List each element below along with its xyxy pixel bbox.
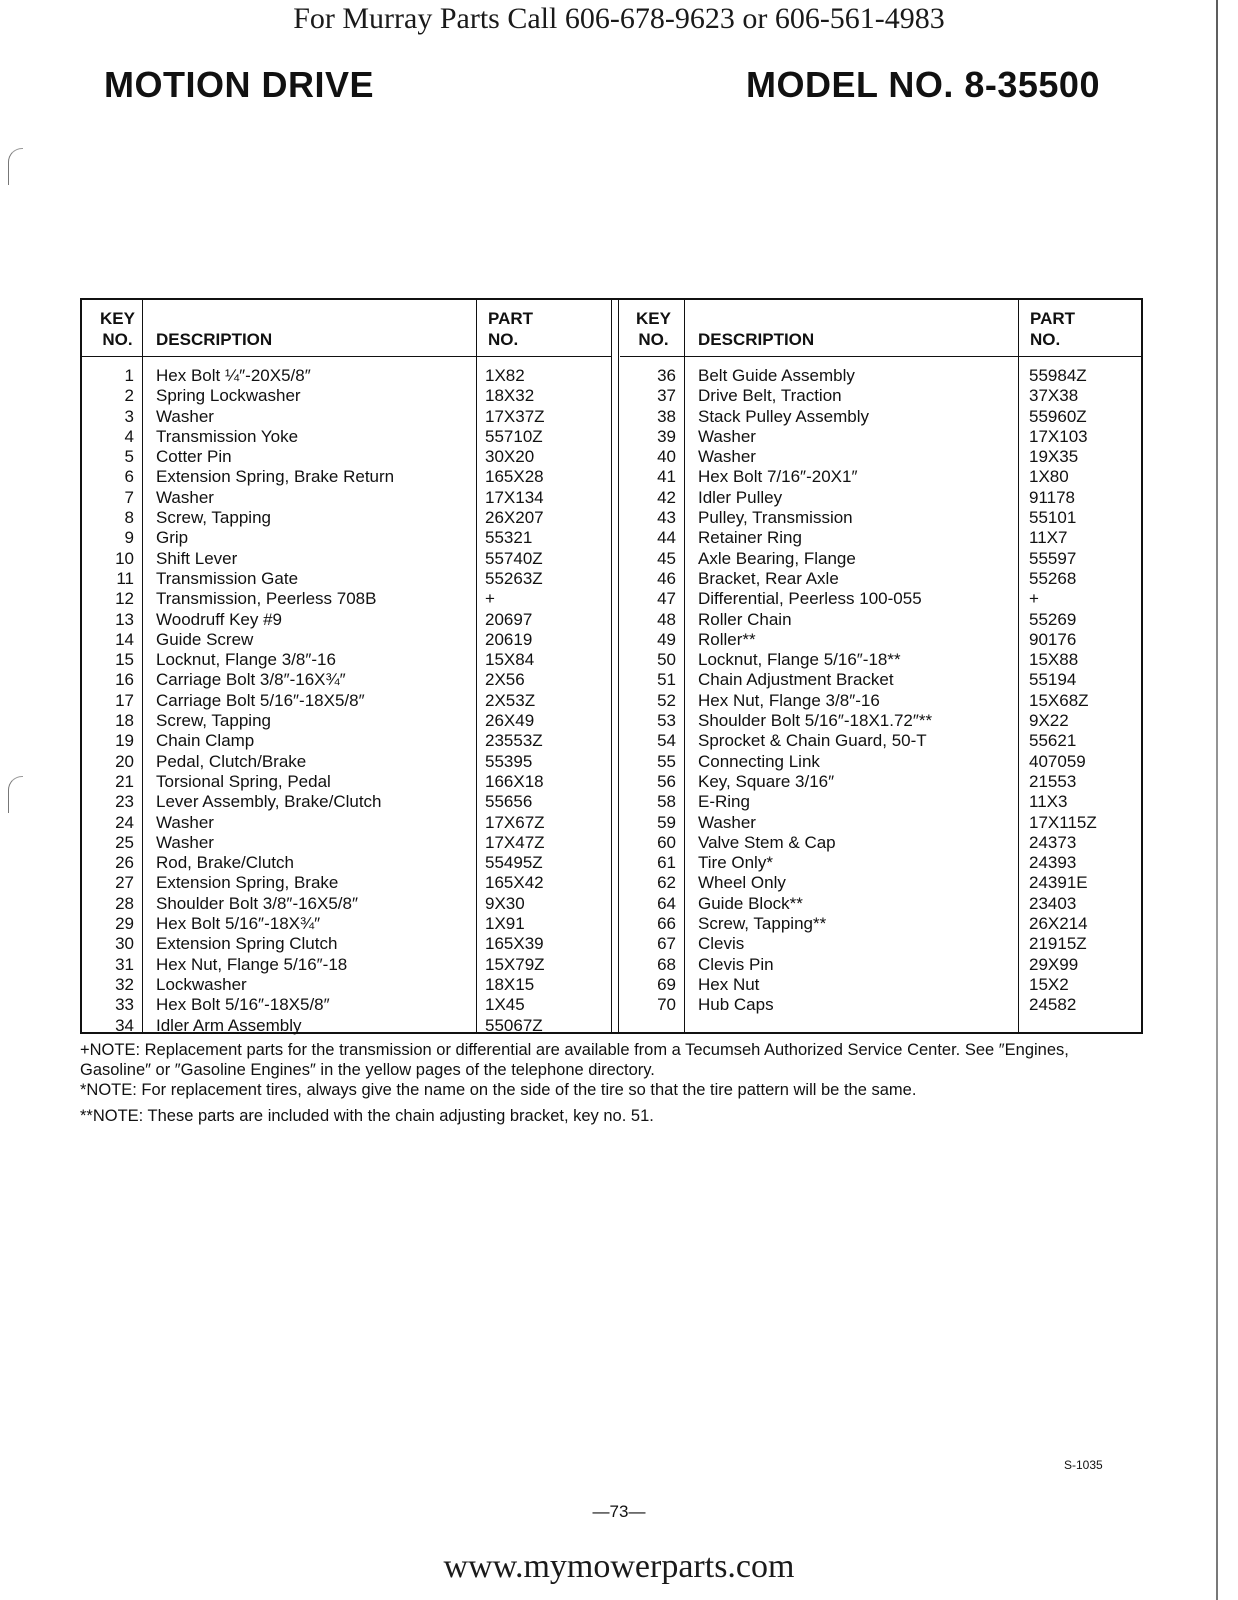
part-description: Hex Bolt 5/16″-18X5/8″ (156, 995, 330, 1015)
part-number: 55495Z (485, 853, 543, 873)
key-number: 66 (657, 914, 676, 934)
key-number: 29 (115, 914, 134, 934)
key-number: 67 (657, 934, 676, 954)
part-number: 30X20 (485, 447, 535, 467)
part-description: Pulley, Transmission (698, 508, 853, 528)
part-description: Carriage Bolt 3/8″-16X¾″ (156, 670, 346, 690)
table-row (82, 589, 612, 609)
page-number: —73— (592, 1502, 646, 1521)
part-number: 24393 (1029, 853, 1077, 873)
part-number: 18X15 (485, 974, 535, 994)
table-row (620, 853, 1143, 873)
table-row (82, 955, 612, 975)
part-number: 1X80 (1029, 467, 1069, 487)
part-number: 1X45 (485, 995, 525, 1015)
key-number: 1 (124, 366, 134, 385)
key-number: 33 (115, 995, 134, 1015)
part-number: 55740Z (485, 548, 543, 568)
key-number: 20 (115, 751, 134, 771)
part-description: Washer (156, 812, 214, 832)
part-number: 17X134 (485, 487, 544, 507)
part-number: 17X103 (1029, 426, 1088, 446)
table-row (620, 569, 1143, 589)
key-number: 54 (657, 731, 676, 751)
description-header: DESCRIPTION (698, 330, 815, 349)
part-description: Clevis Pin (698, 954, 774, 974)
part-number: 407059 (1029, 751, 1086, 771)
part-description: Locknut, Flange 5/16″-18** (698, 650, 901, 670)
part-number: 55269 (1029, 609, 1077, 629)
table-row (620, 711, 1143, 731)
parts-table-left (82, 300, 612, 1035)
key-number: 49 (657, 629, 676, 649)
key-number: 21 (115, 771, 134, 791)
part-description: Idler Pulley (698, 487, 783, 507)
key-number: 4 (124, 426, 134, 446)
table-row (82, 934, 612, 954)
key-number: 31 (115, 954, 134, 974)
parts-table-right (620, 300, 1143, 1032)
part-number: 55101 (1029, 508, 1077, 528)
table-row (82, 792, 612, 812)
part-description: Shift Lever (156, 548, 238, 568)
part-number: 2X53Z (485, 690, 536, 710)
part-number: 91178 (1029, 487, 1076, 507)
table-row (620, 630, 1143, 650)
part-number: 15X84 (485, 650, 535, 670)
table-row (620, 792, 1143, 812)
key-number: 17 (115, 690, 134, 710)
table-row (82, 731, 612, 751)
table-row (82, 630, 612, 650)
key-number: 55 (657, 751, 676, 771)
key-number: 13 (115, 609, 134, 629)
part-description: Chain Clamp (156, 731, 255, 751)
part-number: 17X37Z (485, 406, 545, 426)
key-number: 30 (115, 934, 134, 954)
part-description: Sprocket & Chain Guard, 50-T (698, 731, 927, 751)
parts-list-right (620, 366, 1143, 1016)
parts-table (80, 298, 1143, 1034)
part-description: Hex Bolt 5/16″-18X¾″ (156, 914, 321, 934)
key-number: 19 (115, 731, 134, 751)
part-description: Bracket, Rear Axle (698, 568, 839, 588)
part-description: Valve Stem & Cap (698, 832, 836, 852)
document-code: S-1035 (1064, 1458, 1103, 1472)
table-row (82, 975, 612, 995)
part-number: 166X18 (485, 771, 544, 791)
bottom-banner: www.mymowerparts.com (443, 1548, 795, 1585)
table-row (620, 528, 1143, 548)
part-number: 11X7 (1029, 528, 1068, 548)
part-description: Roller Chain (698, 609, 792, 629)
part-number: + (485, 589, 495, 609)
table-row (82, 752, 612, 772)
key-number: 5 (124, 447, 134, 467)
part-number: 55621 (1029, 731, 1077, 751)
part-number: 26X214 (1029, 914, 1088, 934)
part-description: Connecting Link (698, 751, 820, 771)
table-row (620, 407, 1143, 427)
table-row (82, 447, 612, 467)
part-description: Idler Arm Assembly (156, 1015, 302, 1035)
key-number: 45 (657, 548, 676, 568)
part-number: 55194 (1029, 670, 1077, 690)
part-number: 23403 (1029, 893, 1077, 913)
part-description: Washer (156, 832, 214, 852)
part-description: Transmission Yoke (156, 426, 299, 446)
part-number: 24391E (1029, 873, 1088, 893)
part-number: 15X88 (1029, 650, 1079, 670)
part-number: 9X30 (485, 893, 525, 913)
part-number: 55395 (485, 751, 533, 771)
table-row (620, 833, 1143, 853)
part-description: Locknut, Flange 3/8″-16 (156, 650, 336, 670)
key-number: 69 (657, 974, 676, 994)
part-number: 1X91 (485, 914, 525, 934)
part-description: Extension Spring, Brake (156, 873, 339, 893)
key-number: 60 (657, 832, 676, 852)
key-number: 51 (657, 670, 676, 690)
part-description: Transmission Gate (156, 568, 299, 588)
part-number: 15X2 (1029, 974, 1069, 994)
table-row (82, 670, 612, 690)
part-description: Shoulder Bolt 5/16″-18X1.72″** (698, 711, 933, 731)
part-number: 9X22 (1029, 711, 1069, 731)
table-row (82, 488, 612, 508)
table-row (82, 508, 612, 528)
part-description: Hex Bolt ¼″-20X5/8″ (156, 366, 311, 385)
key-number: 2 (124, 386, 134, 406)
part-number: 11X3 (1029, 792, 1068, 812)
key-number: 32 (115, 974, 134, 994)
scan-mark (8, 148, 23, 185)
part-number: 24373 (1029, 832, 1077, 852)
key-number: 43 (657, 508, 676, 528)
part-number: 15X79Z (485, 954, 545, 974)
table-row (82, 427, 612, 447)
key-number: 16 (115, 670, 134, 690)
table-row (82, 1016, 612, 1036)
table-row (82, 711, 612, 731)
part-number: 17X115Z (1029, 812, 1097, 832)
part-description: Stack Pulley Assembly (698, 406, 870, 426)
table-row (82, 650, 612, 670)
part-description: Carriage Bolt 5/16″-18X5/8″ (156, 690, 365, 710)
key-number: 59 (657, 812, 676, 832)
part-number: 19X35 (1029, 447, 1079, 467)
part-description: Lever Assembly, Brake/Clutch (156, 792, 382, 812)
key-number: 70 (657, 995, 676, 1015)
part-description: Torsional Spring, Pedal (156, 771, 331, 791)
part-description: Hex Bolt 7/16″-20X1″ (698, 467, 858, 487)
part-number: 55268 (1029, 568, 1077, 588)
part-description: Extension Spring Clutch (156, 934, 338, 954)
key-number: 61 (657, 853, 676, 873)
table-row (82, 569, 612, 589)
part-number: 23553Z (485, 731, 543, 751)
note-chain-bracket: **NOTE: These parts are included with the chain adjusting bracket, key no. 51. (80, 1107, 654, 1125)
key-number: 38 (657, 406, 676, 426)
key-number: 8 (124, 508, 134, 528)
key-number: 53 (657, 711, 676, 731)
table-row (82, 873, 612, 893)
part-description: Axle Bearing, Flange (698, 548, 856, 568)
part-description: Hub Caps (698, 995, 774, 1015)
table-row (82, 914, 612, 934)
key-number: 44 (657, 528, 676, 548)
section-title: MOTION DRIVE (104, 64, 375, 105)
table-row (82, 610, 612, 630)
table-row (82, 366, 612, 386)
part-number: 26X207 (485, 508, 544, 528)
key-number: 14 (115, 629, 134, 649)
key-number: 6 (124, 467, 134, 487)
table-row (620, 772, 1143, 792)
key-number: 15 (115, 650, 134, 670)
part-description: Screw, Tapping** (698, 914, 827, 934)
part-description: Extension Spring, Brake Return (156, 467, 395, 487)
part-description: Washer (156, 406, 214, 426)
key-number: 12 (115, 589, 134, 609)
table-row (82, 813, 612, 833)
table-row (620, 955, 1143, 975)
part-description: Differential, Peerless 100-055 (698, 589, 922, 609)
table-row (620, 873, 1143, 893)
part-number: 21915Z (1029, 934, 1087, 954)
table-row (620, 366, 1143, 386)
part-description: Grip (156, 528, 189, 548)
part-description: Chain Adjustment Bracket (698, 670, 894, 690)
part-number: 17X47Z (485, 832, 545, 852)
part-description: Cotter Pin (156, 447, 232, 467)
part-number: 21553 (1029, 771, 1077, 791)
part-header: PART NO. (1030, 309, 1076, 349)
table-row (620, 650, 1143, 670)
table-gutter (611, 300, 619, 1032)
part-description: Guide Screw (156, 629, 254, 649)
part-description: Screw, Tapping (156, 711, 271, 731)
table-row (620, 386, 1143, 406)
key-number: 46 (657, 568, 676, 588)
description-header: DESCRIPTION (156, 330, 273, 349)
key-number: 41 (657, 467, 676, 487)
table-row (82, 833, 612, 853)
part-description: Hex Nut, Flange 3/8″-16 (698, 690, 880, 710)
part-number: 18X32 (485, 386, 535, 406)
key-number: 25 (115, 832, 134, 852)
table-row (82, 549, 612, 569)
part-number: 15X68Z (1029, 690, 1089, 710)
header-rule (82, 356, 612, 357)
table-row (620, 914, 1143, 934)
part-number: 55597 (1029, 548, 1077, 568)
part-number: 55710Z (485, 426, 543, 446)
key-header: KEY NO. (636, 309, 671, 349)
key-number: 34 (115, 1015, 134, 1035)
part-description: Transmission, Peerless 708B (156, 589, 377, 609)
part-description: Wheel Only (698, 873, 786, 893)
part-number: 20697 (485, 609, 533, 629)
header-rule (620, 356, 1143, 357)
table-row (82, 467, 612, 487)
key-number: 37 (657, 386, 676, 406)
table-row (620, 995, 1143, 1015)
part-number: 26X49 (485, 711, 535, 731)
part-number: 1X82 (485, 366, 525, 385)
table-row (82, 691, 612, 711)
part-number: 2X56 (485, 670, 525, 690)
part-description: Drive Belt, Traction (698, 386, 842, 406)
part-header: PART NO. (488, 309, 534, 349)
key-number: 28 (115, 893, 134, 913)
part-number: 55321 (485, 528, 533, 548)
part-description: Screw, Tapping (156, 508, 271, 528)
table-row (620, 549, 1143, 569)
scan-edge (1216, 0, 1218, 1600)
table-row (82, 386, 612, 406)
key-number: 36 (657, 366, 676, 385)
table-row (620, 467, 1143, 487)
part-description: Pedal, Clutch/Brake (156, 751, 307, 771)
table-row (82, 995, 612, 1015)
table-row (620, 894, 1143, 914)
key-number: 47 (657, 589, 676, 609)
key-number: 9 (124, 528, 134, 548)
part-number: 37X38 (1029, 386, 1079, 406)
part-description: Woodruff Key #9 (156, 609, 283, 629)
scan-mark (8, 776, 23, 813)
part-description: E-Ring (698, 792, 750, 812)
key-number: 18 (115, 711, 134, 731)
table-row (620, 589, 1143, 609)
part-number: 17X67Z (485, 812, 545, 832)
key-number: 39 (657, 426, 676, 446)
table-row (620, 731, 1143, 751)
part-description: Rod, Brake/Clutch (156, 853, 294, 873)
part-description: Washer (698, 426, 756, 446)
key-number: 10 (115, 548, 134, 568)
part-description: Guide Block** (698, 893, 803, 913)
table-row (620, 813, 1143, 833)
top-banner: For Murray Parts Call 606-678-9623 or 606-561-4983 (293, 2, 945, 35)
part-number: 24582 (1029, 995, 1077, 1015)
part-description: Belt Guide Assembly (698, 366, 855, 385)
part-description: Shoulder Bolt 3/8″-16X5/8″ (156, 893, 358, 913)
key-number: 56 (657, 771, 676, 791)
key-number: 62 (657, 873, 676, 893)
key-number: 24 (115, 812, 134, 832)
model-number: MODEL NO. 8-35500 (746, 64, 1100, 105)
part-number: 55984Z (1029, 366, 1087, 385)
part-description: Key, Square 3/16″ (698, 771, 835, 791)
key-header: KEY NO. (100, 309, 135, 349)
key-number: 23 (115, 792, 134, 812)
table-row (82, 853, 612, 873)
key-number: 11 (116, 568, 134, 588)
table-row (620, 975, 1143, 995)
note-tires: *NOTE: For replacement tires, always give the name on the side of the tire so that the tire pattern will be the same. (80, 1081, 917, 1099)
part-description: Spring Lockwasher (156, 386, 301, 406)
part-number: 55067Z (485, 1015, 543, 1035)
table-row (620, 752, 1143, 772)
key-number: 58 (657, 792, 676, 812)
part-number: 29X99 (1029, 954, 1079, 974)
part-description: Roller** (698, 629, 756, 649)
key-number: 52 (657, 690, 676, 710)
key-number: 50 (657, 650, 676, 670)
table-row (620, 934, 1143, 954)
key-number: 42 (657, 487, 676, 507)
parts-list-left (82, 366, 612, 1036)
part-description: Lockwasher (156, 974, 247, 994)
part-number: 165X42 (485, 873, 544, 893)
key-number: 27 (115, 873, 134, 893)
table-row (620, 488, 1143, 508)
key-number: 7 (124, 487, 134, 507)
key-number: 64 (657, 893, 676, 913)
table-row (82, 407, 612, 427)
part-description: Washer (156, 487, 214, 507)
part-number: 20619 (485, 629, 533, 649)
table-row (82, 528, 612, 548)
table-row (620, 427, 1143, 447)
key-number: 26 (115, 853, 134, 873)
part-number: 165X39 (485, 934, 544, 954)
table-row (82, 772, 612, 792)
note-transmission: +NOTE: Replacement parts for the transmission or differential are available from a Tecumseh Authorized Service Center. See ″Engines, Gasoline″ or ″Gasoline Engines″ in the yellow pages of the telephone directory. (80, 1041, 1069, 1079)
table-row (82, 894, 612, 914)
part-number: 165X28 (485, 467, 544, 487)
part-number: 55263Z (485, 568, 543, 588)
part-description: Hex Nut (698, 974, 760, 994)
part-description: Washer (698, 447, 756, 467)
table-row (620, 610, 1143, 630)
part-number: 55656 (485, 792, 533, 812)
part-description: Clevis (698, 934, 745, 954)
part-description: Tire Only* (698, 853, 773, 873)
table-row (620, 691, 1143, 711)
part-number: 55960Z (1029, 406, 1087, 426)
part-number: + (1029, 589, 1039, 609)
part-description: Hex Nut, Flange 5/16″-18 (156, 954, 348, 974)
key-number: 40 (657, 447, 676, 467)
table-row (620, 508, 1143, 528)
part-description: Retainer Ring (698, 528, 802, 548)
part-description: Washer (698, 812, 756, 832)
table-row (620, 447, 1143, 467)
notes (80, 1040, 1140, 1126)
key-number: 48 (657, 609, 676, 629)
key-number: 68 (657, 954, 676, 974)
key-number: 3 (124, 406, 134, 426)
table-row (620, 670, 1143, 690)
part-number: 90176 (1029, 629, 1077, 649)
